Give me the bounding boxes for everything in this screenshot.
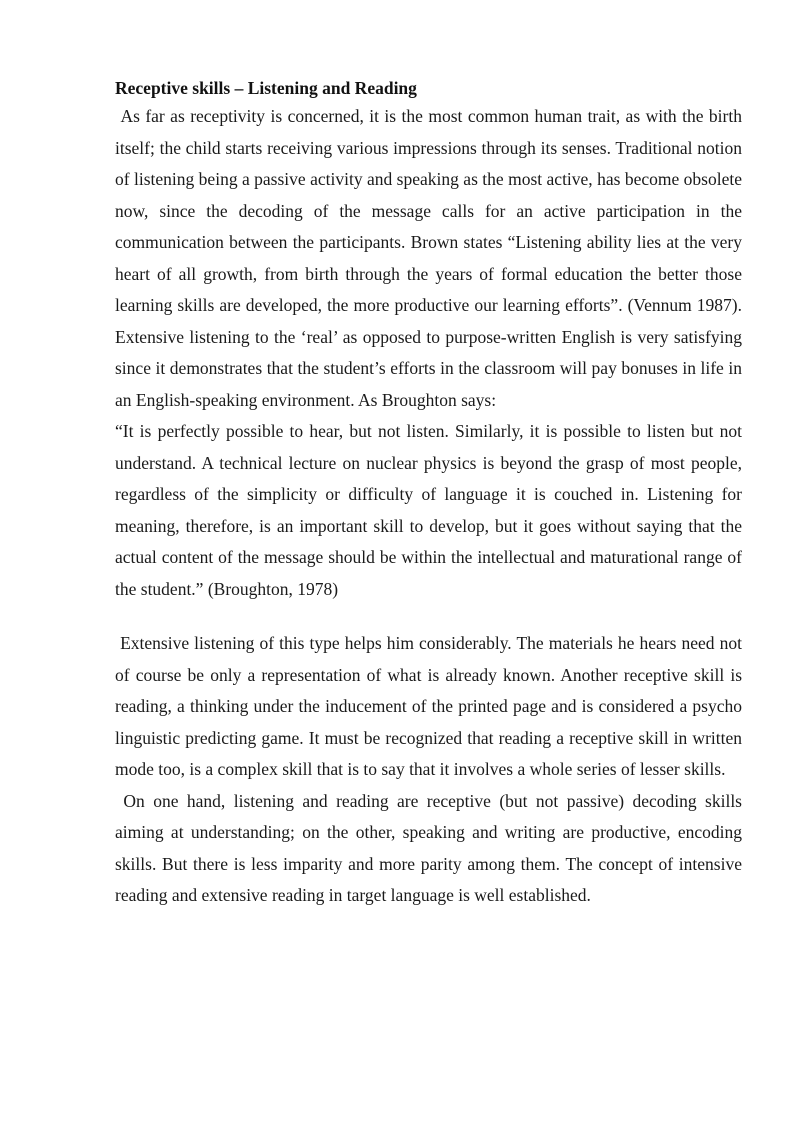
paragraph-spacer xyxy=(115,605,742,628)
paragraph-extensive-listening: Extensive listening of this type helps him considerably. The materials he hears need not of course be only a representation of what is already known. Another receptive skill is reading, a thinking under the inducement of the printed page and is considered a psycho linguistic predicting game. It must be recognized that reading a receptive skill in written mode too, is a complex skill that is to say that it involves a whole series of lesser skills. xyxy=(115,633,747,779)
paragraph-decoding-skills: On one hand, listening and reading are receptive (but not passive) decoding skills aiming at understanding; on the other, speaking and writing are productive, encoding skills. But there is less imparity and more parity among them. The concept of intensive reading and extensive reading in target language is well established. xyxy=(115,790,747,905)
paragraph-broughton-quote: “It is perfectly possible to hear, but not listen. Similarly, it is possible to listen but not understand. A technical lecture on nuclear physics is beyond the grasp of most people, regardless of the simplicity or difficulty of language it is couched in. Listening for meaning, therefore, is an important skill to develop, but it goes without saying that the actual content of the message should be within the intellectual and maturational range of the student.” (Broughton, 1978) xyxy=(115,421,742,599)
paragraph-receptivity: As far as receptivity is concerned, it is the most common human trait, as with the birth itself; the child starts receiving various impressions through its senses. Traditional notion of listening being a passive activity and speaking as the most active, has become obsolete now, since the decoding of the message calls for an active participation in the communication between the participants. Brown states “Listening ability lies at the very heart of all growth, from birth through the years of formal education the better those learning skills are developed, the more productive our learning efforts”. (Vennum 1987). Extensive listening to the ‘real’ as opposed to purpose-written English is very satisfying since it demonstrates that the student’s efforts in the classroom will pay bonuses in life in an English-speaking environment. As Broughton says: xyxy=(115,106,751,410)
section-heading: Receptive skills – Listening and Reading xyxy=(115,78,417,98)
document-body xyxy=(115,75,751,912)
